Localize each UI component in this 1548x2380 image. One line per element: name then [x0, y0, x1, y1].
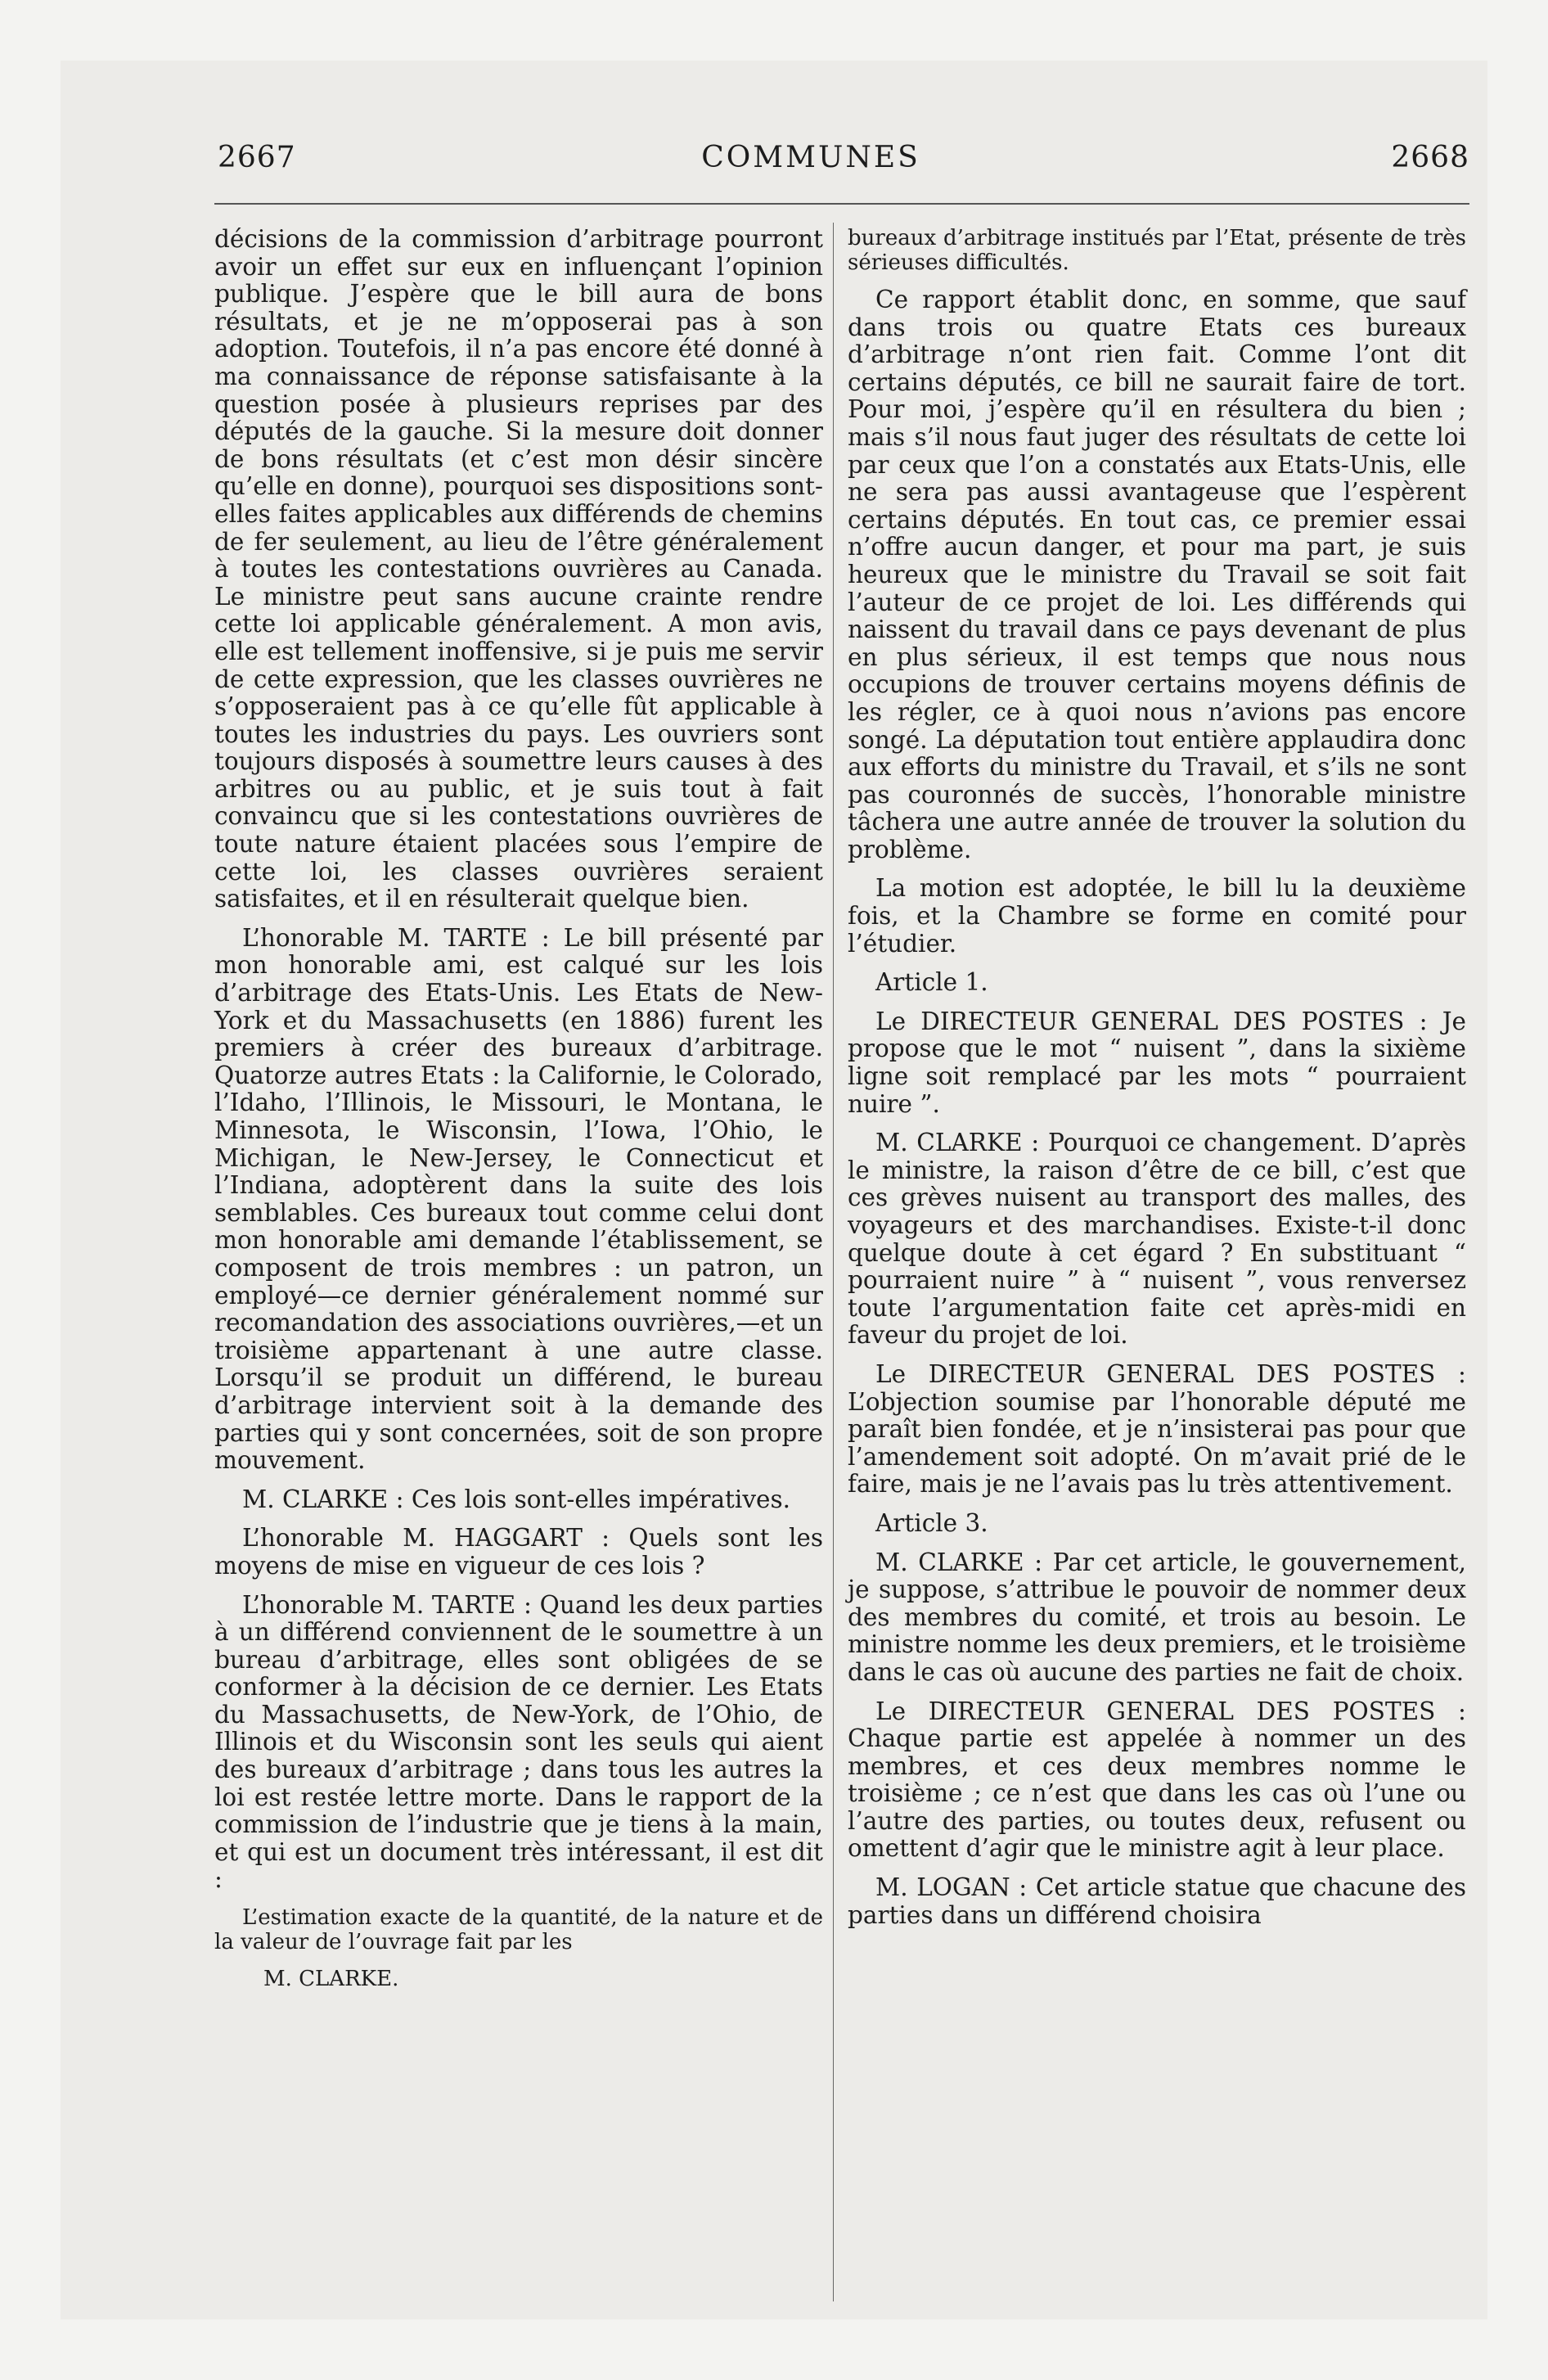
- paragraph: Le DIRECTEUR GENERAL DES POSTES : Je propose que le mot “ nuisent ”, dans la sixième ligne soit remplacé par les mots “ pourraient nuire ”.: [848, 1007, 1466, 1118]
- paragraph: M. LOGAN : Cet article statue que chacune des parties dans un différend choisira: [848, 1873, 1466, 1929]
- paragraph: Le DIRECTEUR GENERAL DES POSTES : L’objection soumise par l’honorable député me paraît bien fondée, et je n’insisterai pas pour que l’amendement soit adopté. On m’avait prié de le faire, mais je ne l’avais pas lu très attentivement.: [848, 1359, 1466, 1499]
- paragraph: M. CLARKE : Par cet article, le gouvernement, je suppose, s’attribue le pouvoir de nommer deux des membres du comité, et trois au besoin. Le ministre nomme les deux premiers, et le troisième dans le cas où aucune des parties ne fait de choix.: [848, 1548, 1466, 1686]
- page-number-right: 2668: [1391, 141, 1469, 174]
- quotation-continued: bureaux d’arbitrage institués par l’Etat, présente de très sérieuses difficultés.: [848, 226, 1466, 275]
- quotation: L’estimation exacte de la quantité, de la nature et de la valeur de l’ouvrage fait par les: [214, 1905, 823, 1955]
- footer-speaker-mark: M. CLARKE.: [263, 1967, 399, 1992]
- section-heading: Article 1.: [875, 968, 988, 997]
- paragraph: M. CLARKE : Ces lois sont-elles impératives.: [242, 1485, 790, 1513]
- paragraph: Ce rapport établit donc, en somme, que sauf dans trois ou quatre Etats ces bureaux d’arbitrage n’ont rien fait. Comme l’ont dit certains députés, ce bill ne saurait faire de tort. Pour moi, j’espère qu’il en résultera du bien ; mais s’il nous faut juger des résultats de cette loi par ceux que l’on a constatés aux Etats-Unis, elle ne sera pas aussi avantageuse que l’espèrent certains députés. En tout cas, ce premier essai n’offre aucun danger, et pour ma part, je suis heureux que le ministre du Travail se soit fait l’auteur de ce projet de loi. Les différends qui naissent du travail dans ce pays devenant de plus en plus sérieux, il est temps que nous nous occupions de trouver certains moyens définis de les régler, ce à quoi nous n’avions pas encore songé. La députation tout entière applaudira donc aux efforts du ministre du Travail, et s’ils ne sont pas couronnés de succès, l’honorable ministre tâchera une autre année de trouver la solution du problème.: [848, 286, 1466, 863]
- right-column: [848, 226, 1466, 1941]
- paragraph: décisions de la commission d’arbitrage pourront avoir un effet sur eux en influençant l’opinion publique. J’espère que le bill aura de bons résultats, et je ne m’opposerai pas à son adoption. Toutefois, il n’a pas encore été donné à ma connaissance de réponse satisfaisante à la question posée à plusieurs reprises par des députés de la gauche. Si la mesure doit donner de bons résultats (et c’est mon désir sincère qu’elle en donne), pourquoi ses dispositions sont-elles faites applicables aux différends de chemins de fer seulement, au lieu de l’être généralement à toutes les contestations ouvrières au Canada. Le ministre peut sans aucune crainte rendre cette loi applicable généralement. A mon avis, elle est tellement inoffensive, si je puis me servir de cette expression, que les classes ouvrières ne s’opposeraient pas à ce qu’elle fût applicable à toutes les industries du pays. Les ouvriers sont toujours disposés à soumettre leurs causes à des arbitres ou au public, et je suis tout à fait convaincu que si les contestations ouvrières de toute nature étaient placées sous l’empire de cette loi, les classes ouvrières seraient satisfaites, et il en résulterait quelque bien.: [214, 225, 823, 913]
- paragraph: M. CLARKE : Pourquoi ce changement. D’après le ministre, la raison d’être de ce bill, c’est que ces grèves nuisent au transport des malles, des voyageurs et des marchandises. Existe-t-il donc quelque doute à cet égard ? En substituant “ pourraient nuire ” à “ nuisent ”, vous renversez toute l’argumentation faite cet après-midi en faveur du projet de loi.: [848, 1129, 1466, 1350]
- page-number-left: 2667: [218, 141, 296, 174]
- page-header: [152, 141, 1469, 190]
- paragraph: L’honorable M. TARTE : Quand les deux parties à un différend conviennent de le soumettre à un bureau d’arbitrage, elles sont obligées de se conformer à la décision de ce dernier. Les Etats du Massachusetts, de New-York, de l’Ohio, de Illinois et du Wisconsin sont les seuls qui aient des bureaux d’arbitrage ; dans tous les autres la loi est restée lettre morte. Dans le rapport de la commission de l’industrie que je tiens à la main, et qui est un document très intéressant, il est dit :: [214, 1590, 823, 1894]
- paragraph: L’honorable M. TARTE : Le bill présenté par mon honorable ami, est calqué sur les lois d’arbitrage des Etats-Unis. Les Etats de New-York et du Massachusetts (en 1886) furent les premiers à créer des bureaux d’arbitrage. Quatorze autres Etats : la Californie, le Colorado, l’Idaho, l’Illinois, le Missouri, le Montana, le Minnesota, le Wisconsin, l’Iowa, l’Ohio, le Michigan, le New-Jersey, le Connecticut et l’Indiana, adoptèrent dans la suite des lois semblables. Ces bureaux tout comme celui dont mon honorable ami demande l’établissement, se composent de trois membres : un patron, un employé—ce dernier généralement nommé sur recomandation des associations ouvrières,—et un troisième appartenant à une autre classe. Lorsqu’il se produit un différend, le bureau d’arbitrage intervient soit à la demande des parties qui y sont concernées, soit de son propre mouvement.: [214, 923, 823, 1475]
- running-title: COMMUNES: [701, 141, 920, 174]
- header-rule: [214, 203, 1469, 205]
- paragraph: Le DIRECTEUR GENERAL DES POSTES : Chaque partie est appelée à nommer un des membres, et ces deux membres nomme le troisième ; ce n’est que dans les cas où l’une ou l’autre des parties, ou toutes deux, refusent ou omettent d’agir que le ministre agit à leur place.: [848, 1697, 1466, 1863]
- section-heading: Article 3.: [875, 1508, 988, 1537]
- paragraph: L’honorable M. HAGGART : Quels sont les moyens de mise en vigueur de ces lois ?: [214, 1524, 823, 1580]
- paragraph: La motion est adoptée, le bill lu la deuxième fois, et la Chambre se forme en comité pour l’étudier.: [848, 874, 1466, 958]
- left-column: [214, 226, 823, 2005]
- column-divider: [833, 223, 834, 2301]
